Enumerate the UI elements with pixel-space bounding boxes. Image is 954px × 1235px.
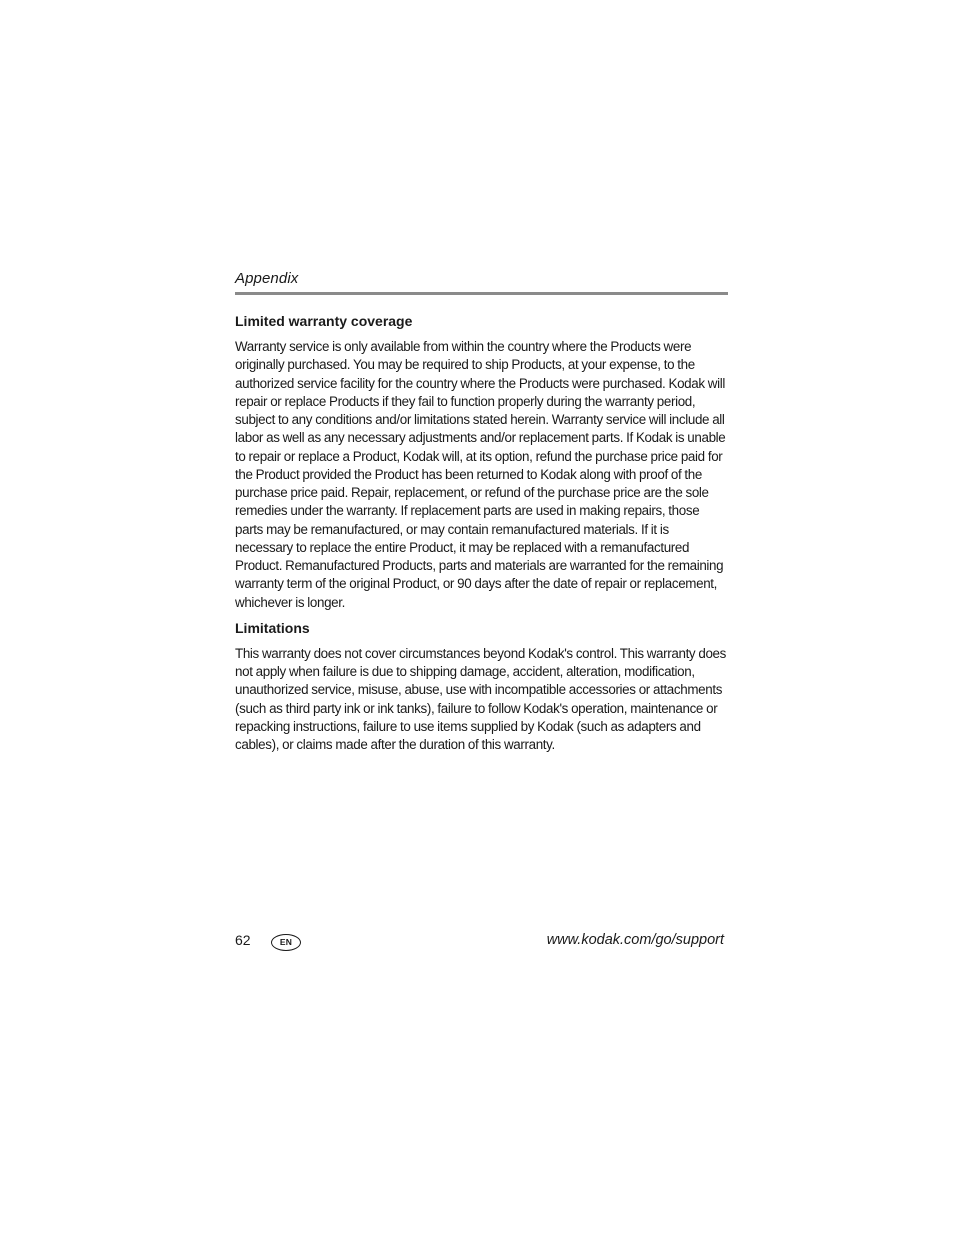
support-url: www.kodak.com/go/support — [546, 932, 724, 948]
section-body-limitations: This warranty does not cover circumstances beyond Kodak's control. This warranty does not apply when failure is due to shipping damage, accident, alteration, modification, unauthorized service, misuse, abuse, use with incompatible accessories or attachments (such as third party ink or ink tanks), failure to follow Kodak's operation, maintenance or repacking instructions, failure to use items supplied by Kodak (such as adapters and cables), or claims made after the duration of this warranty. — [235, 645, 726, 752]
language-badge-icon: EN — [271, 934, 301, 951]
page-footer — [235, 930, 728, 954]
section-body-warranty-coverage: Warranty service is only available from within the country where the Products were originally purchased. You may be required to ship Products, at your expense, to the authorized service facility for the country where the Products were purchased. Kodak will repair or replace Products if they fail to function properly during the warranty period, subject to any conditions and/or limitations stated herein. Warranty service will include all labor as well as any necessary adjustments and/or replacement parts. If Kodak is unable to repair or replace a Product, Kodak will, at its option, refund the purchase price paid for the Product provided the Product has been returned to Kodak along with proof of the purchase price paid. Repair, replacement, or refund of the purchase price are the sole remedies under the warranty. If replacement parts are used in making repairs, those parts may be remanufactured, or may contain remanufactured materials. If it is necessary to replace the entire Product, it may be replaced with a remanufactured Product. Remanufactured Products, parts and materials are warranted for the remaining warranty term of the original Product, or 90 days after the date of repair or replacement, whichever is longer. — [235, 339, 726, 610]
header-rule — [235, 292, 728, 295]
page-content — [235, 312, 728, 761]
section-heading-warranty-coverage: Limited warranty coverage — [235, 313, 413, 329]
document-page — [235, 0, 728, 1235]
page-number: 62 — [235, 932, 251, 948]
section-heading-limitations: Limitations — [235, 619, 310, 636]
running-header: Appendix — [235, 270, 299, 287]
